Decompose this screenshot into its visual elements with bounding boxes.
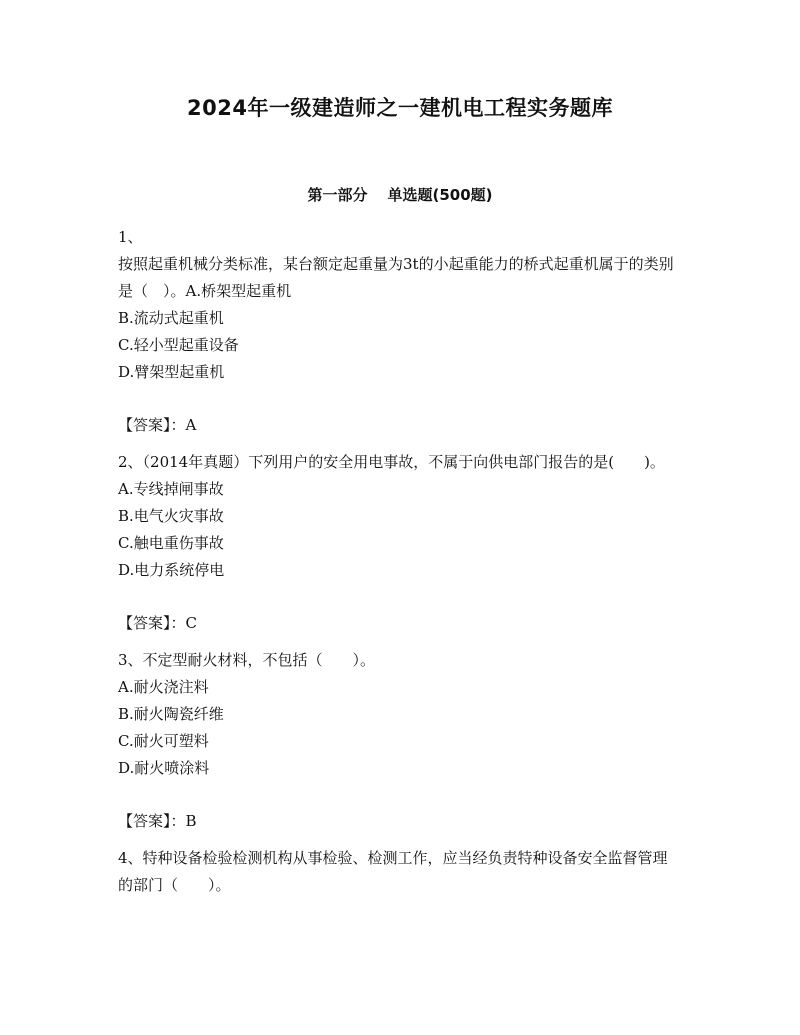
question-4 — [118, 845, 682, 899]
question-option: C.触电重伤事故 — [118, 534, 224, 552]
answer-line: 【答案】：C — [118, 614, 197, 632]
question-option: B.电气火灾事故 — [118, 507, 224, 525]
question-option: A.专线掉闸事故 — [118, 480, 224, 498]
question-option: B.耐火陶瓷纤维 — [118, 705, 224, 723]
question-list — [118, 224, 682, 899]
question-3 — [118, 647, 682, 835]
question-number: 1、 — [118, 228, 143, 246]
question-2 — [118, 449, 682, 637]
question-option: D.电力系统停电 — [118, 561, 225, 579]
question-option: A.耐火浇注料 — [118, 678, 209, 696]
question-1 — [118, 224, 682, 439]
answer-line: 【答案】：B — [118, 812, 197, 830]
section-heading — [0, 182, 800, 208]
section-part: 第一部分 — [307, 186, 368, 204]
question-option: D.耐火喷涂料 — [118, 759, 210, 777]
question-stem: 4、特种设备检验检测机构从事检验、检测工作，应当经负责特种设备安全监督管理的部门（ ）。 — [118, 849, 668, 894]
question-stem: 3、不定型耐火材料，不包括（ ）。 — [118, 651, 376, 669]
document-title: 2024年一级建造师之一建机电工程实务题库 — [187, 96, 613, 120]
question-option: B.流动式起重机 — [118, 309, 224, 327]
question-stem: 按照起重机械分类标准，某台额定起重量为3t的小起重能力的桥式起重机属于的类别是（ ）。A.桥架型起重机 — [118, 255, 674, 300]
question-option: C.轻小型起重设备 — [118, 336, 239, 354]
question-option: D.臂架型起重机 — [118, 363, 225, 381]
answer-line: 【答案】：A — [118, 416, 197, 434]
question-stem: 2、（2014年真题）下列用户的安全用电事故，不属于向供电部门报告的是( )。 — [118, 453, 665, 471]
question-option: C.耐火可塑料 — [118, 732, 209, 750]
section-type: 单选题(500题) — [387, 186, 493, 204]
